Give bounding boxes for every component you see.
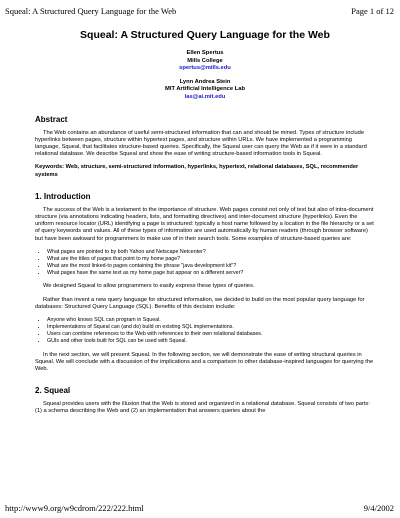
keywords: Keywords: Web, structure, semi-structured information, hyperlinks, hypertext, relational databases, SQL, recommender systems [35,164,359,178]
paragraph: In the next section, we will present Squeal. In the following section, we will demonstrate the ease of writing structural queries in Squeal. We will conclude with a discussion of the implications and a comparison to other database-inspired languages for querying the Web. [35,351,374,373]
footer-url: http://www9.org/w9cdrom/222/222.html [5,503,144,513]
browser-print-header [0,0,400,18]
author-name: Ellen Spertus [186,50,224,56]
paper-body [35,22,375,422]
paper-title: Squeal: A Structured Query Language for the Web [80,29,330,41]
paragraph: Rather than invent a new query language for structured information, we decided to build on the most popular query language for databases: Structured Query Language (SQL). Benefits of this decision include: [35,296,365,310]
author-name: Lynn Andrea Stein [179,78,231,85]
list-item: • GUIs and other tools built for SQL can be used with Squeal. [47,338,375,345]
section-heading-introduction: 1. Introduction [35,191,91,201]
footer-date: 9/4/2002 [363,503,394,513]
list-item: • Users can combine references to the Web with references to their own relational databases. [47,331,375,338]
section-heading-squeal: 2. Squeal [35,386,71,396]
author-affiliation: MIT Artificial Intelligence Lab [165,86,245,93]
list-item: • What are the titles of pages that point to my home page? [47,256,375,263]
header-title: Squeal: A Structured Query Language for the Web [5,6,177,16]
author-block-1 [35,50,375,73]
list-item: • Implementations of Squeal can (and do) build on existing SQL implementations. [47,324,375,331]
list-item: • Anyone who knows SQL can program in Squeal. [47,317,375,324]
example-query-list [35,249,375,277]
paragraph: The success of the Web is a testament to the importance of structure. Web pages consist not only of text but also of intra-document structure (via annotations indicating headers, lists, and formatting directives) and inter-document structure (hyperlinks). Even the uniform resource locator (URL) identifying a page is structured: typically a host name followed by a location in the file hierarchy or a set of query keywords and values. All of these types of information are used automatically by human readers (through browser software) but have been awkward for programmers to make use of in their search tools. Some examples of structure-based queries are: [35,206,374,242]
list-item: • What pages are pointed to by both Yahoo and Netscape Netcenter? [47,249,375,256]
author-email-link[interactable]: spertus@mills.edu [179,65,231,72]
author-block-2 [35,79,375,102]
list-item: • What pages have the same text as my home page but appear on a different server? [47,270,375,277]
author-affiliation: Mills College [187,57,223,64]
author-email-link[interactable]: las@ai.mit.edu [184,93,226,100]
browser-print-footer [0,498,400,518]
abstract-heading: Abstract [35,114,68,124]
header-page-number: Page 1 of 12 [351,6,394,16]
paragraph: Squeal provides users with the illusion that the Web is stored and organized in a relational database. Squeal consists of two parts: (1) a schema describing the Web and (2) an implementation that answers queries about the [35,401,370,415]
abstract-text: The Web contains an abundance of useful semi-structured information that can and should be mined. Types of structure include hyperlinks between pages, structure within hypertext pages, and structure within URLs. We have implemented a programming language, Squeal, that facilitates structure-based queries. Specifically, the Squeal user can query the Web as if it were in a standard relational database. We describe Squeal and show the ease of writing structure-based information tools in Squeal. [35,129,367,158]
paragraph: We designed Squeal to allow programmers to easily express these types of queries. [43,283,255,290]
benefits-list [35,317,375,345]
list-item: • What are the most linked-to pages containing the phrase "java development kit"? [47,263,375,270]
